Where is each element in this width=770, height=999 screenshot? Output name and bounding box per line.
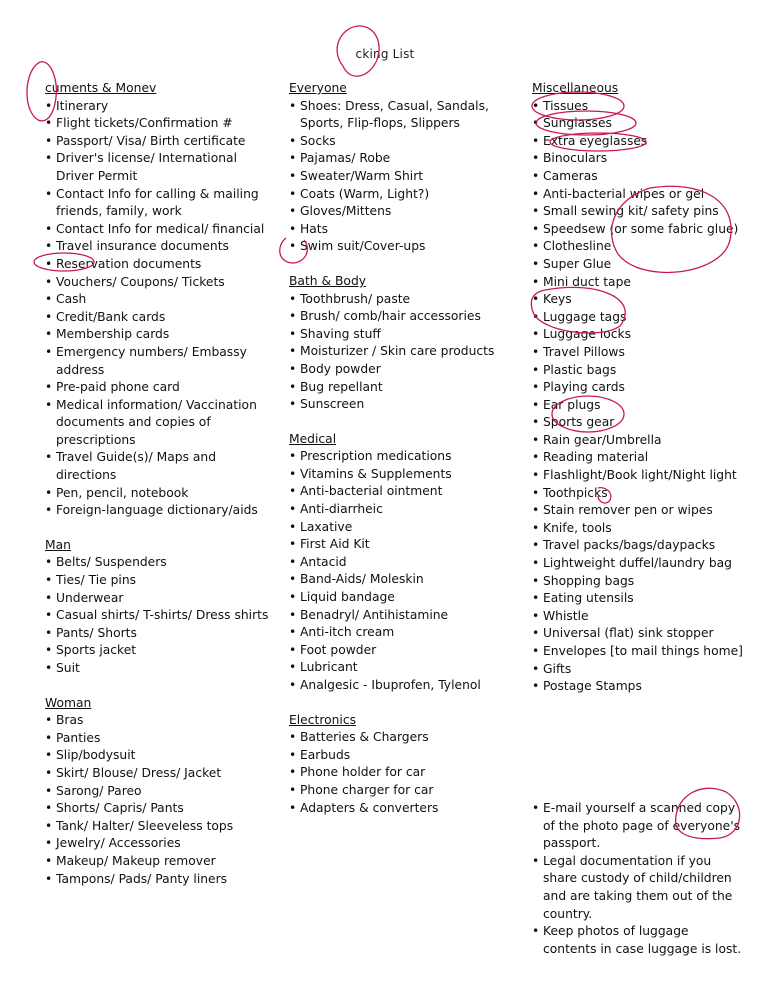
- list-item: • Gloves/Mittens: [289, 203, 519, 221]
- section-heading: Man: [45, 537, 71, 552]
- list-item: • Antacid: [289, 554, 519, 572]
- list-item: • Knife, tools: [532, 520, 757, 538]
- item-list: [532, 98, 757, 696]
- list-item: • Driver's license/ International Driver Permit: [45, 150, 275, 185]
- list-item: • Keys: [532, 291, 757, 309]
- notes-list: [532, 800, 742, 958]
- list-item: • Toothbrush/ paste: [289, 291, 519, 309]
- list-item: • Travel insurance documents: [45, 238, 275, 256]
- list-item: • Flight tickets/Confirmation #: [45, 115, 275, 133]
- list-item: • Body powder: [289, 361, 519, 379]
- section-heading: Medical: [289, 431, 337, 446]
- list-item: • Gifts: [532, 661, 757, 679]
- column-middle: [289, 80, 519, 834]
- list-item: • Flashlight/Book light/Night light: [532, 467, 757, 485]
- list-item: • Vitamins & Supplements: [289, 466, 519, 484]
- list-item: • Anti-bacterial ointment: [289, 483, 519, 501]
- list-item: • Brush/ comb/hair accessories: [289, 308, 519, 326]
- section-electronics: [289, 712, 519, 818]
- list-item: • Super Glue: [532, 256, 757, 274]
- list-item: • Speedsew (or some fabric glue): [532, 221, 757, 239]
- section-miscellaneous: [532, 80, 757, 696]
- list-item: • Pajamas/ Robe: [289, 150, 519, 168]
- list-item: • Hats: [289, 221, 519, 239]
- list-item: • Medical information/ Vaccination documents and copies of prescriptions: [45, 397, 275, 450]
- column-left: [45, 80, 275, 905]
- list-item: • Moisturizer / Skin care products: [289, 343, 519, 361]
- list-item: • Coats (Warm, Light?): [289, 186, 519, 204]
- section-heading: Woman: [45, 695, 92, 710]
- section-heading: Miscellaneous: [532, 81, 619, 95]
- list-item: • Travel packs/bags/daypacks: [532, 537, 757, 555]
- list-item: • Panties: [45, 730, 275, 748]
- list-item: • Envelopes [to mail things home]: [532, 643, 757, 661]
- list-item: • Sports gear: [532, 414, 757, 432]
- list-item: • Tissues: [532, 98, 757, 116]
- list-item: • Lightweight duffel/laundry bag: [532, 555, 757, 573]
- list-item: • Shorts/ Capris/ Pants: [45, 800, 275, 818]
- list-item: • Whistle: [532, 608, 757, 626]
- item-list: [45, 712, 275, 888]
- list-item: • Tank/ Halter/ Sleeveless tops: [45, 818, 275, 836]
- list-item: • Underwear: [45, 590, 275, 608]
- list-item: • Stain remover pen or wipes: [532, 502, 757, 520]
- list-item: • Contact Info for calling & mailing friends, family, work: [45, 186, 275, 221]
- section-everyone: [289, 80, 519, 256]
- list-item: • Laxative: [289, 519, 519, 537]
- list-item: • Adapters & converters: [289, 800, 519, 818]
- list-item: • Cash: [45, 291, 275, 309]
- section-medical: [289, 431, 519, 695]
- item-list: [532, 800, 742, 958]
- list-item: • Sarong/ Pareo: [45, 783, 275, 801]
- list-item: • Bug repellant: [289, 379, 519, 397]
- list-item: • Travel Pillows: [532, 344, 757, 362]
- list-item: • Skirt/ Blouse/ Dress/ Jacket: [45, 765, 275, 783]
- list-item: • Travel Guide(s)/ Maps and directions: [45, 449, 275, 484]
- list-item: • Analgesic - Ibuprofen, Tylenol: [289, 677, 519, 695]
- list-item: • Playing cards: [532, 379, 757, 397]
- item-list: [45, 554, 275, 677]
- list-item: • Phone charger for car: [289, 782, 519, 800]
- list-item: • Anti-diarrheic: [289, 501, 519, 519]
- list-item: • Small sewing kit/ safety pins: [532, 203, 757, 221]
- list-item: • Plastic bags: [532, 362, 757, 380]
- list-item: • Batteries & Chargers: [289, 729, 519, 747]
- list-item: • Reservation documents: [45, 256, 275, 274]
- list-item: • First Aid Kit: [289, 536, 519, 554]
- list-item: • Suit: [45, 660, 275, 678]
- list-item: • Foreign-language dictionary/aids: [45, 502, 275, 520]
- list-item: • Luggage locks: [532, 326, 757, 344]
- list-item: • Extra eyeglasses: [532, 133, 757, 151]
- list-item: • Shaving stuff: [289, 326, 519, 344]
- list-item: • Universal (flat) sink stopper: [532, 625, 757, 643]
- list-item: • Pen, pencil, notebook: [45, 485, 275, 503]
- list-item: • Sweater/Warm Shirt: [289, 168, 519, 186]
- list-item: • Emergency numbers/ Embassy address: [45, 344, 275, 379]
- list-item: • Slip/bodysuit: [45, 747, 275, 765]
- note-item: • Legal documentation if you share custody of child/children and are taking them out of the country.: [532, 853, 742, 923]
- list-item: • Mini duct tape: [532, 274, 757, 292]
- list-item: • Foot powder: [289, 642, 519, 660]
- list-item: • Socks: [289, 133, 519, 151]
- list-item: • Benadryl/ Antihistamine: [289, 607, 519, 625]
- list-item: • Contact Info for medical/ financial: [45, 221, 275, 239]
- list-item: • Postage Stamps: [532, 678, 757, 696]
- list-item: • Vouchers/ Coupons/ Tickets: [45, 274, 275, 292]
- list-item: • Membership cards: [45, 326, 275, 344]
- section-heading: Everyone: [289, 81, 347, 95]
- item-list: [289, 291, 519, 414]
- list-item: • Sunglasses: [532, 115, 757, 133]
- note-item: • Keep photos of luggage contents in case luggage is lost.: [532, 923, 742, 958]
- list-item: • Luggage tags: [532, 309, 757, 327]
- list-item: • Shopping bags: [532, 573, 757, 591]
- list-item: • Reading material: [532, 449, 757, 467]
- item-list: [45, 98, 275, 520]
- item-list: [289, 729, 519, 817]
- item-list: [289, 98, 519, 256]
- list-item: • Jewelry/ Accessories: [45, 835, 275, 853]
- list-item: • Clothesline: [532, 238, 757, 256]
- list-item: • Makeup/ Makeup remover: [45, 853, 275, 871]
- list-item: • Liquid bandage: [289, 589, 519, 607]
- note-item: • E-mail yourself a scanned copy of the photo page of everyone's passport.: [532, 800, 742, 853]
- list-item: • Anti-itch cream: [289, 624, 519, 642]
- list-item: • Prescription medications: [289, 448, 519, 466]
- list-item: • Phone holder for car: [289, 764, 519, 782]
- list-item: • Casual shirts/ T-shirts/ Dress shirts: [45, 607, 275, 625]
- list-item: • Belts/ Suspenders: [45, 554, 275, 572]
- list-item: • Ear plugs: [532, 397, 757, 415]
- list-item: • Anti-bacterial wipes or gel: [532, 186, 757, 204]
- section-heading: cuments & Monev: [45, 81, 157, 95]
- list-item: • Cameras: [532, 168, 757, 186]
- list-item: • Sunscreen: [289, 396, 519, 414]
- list-item: • Bras: [45, 712, 275, 730]
- list-item: • Rain gear/Umbrella: [532, 432, 757, 450]
- list-item: • Binoculars: [532, 150, 757, 168]
- list-item: • Ties/ Tie pins: [45, 572, 275, 590]
- list-item: • Sports jacket: [45, 642, 275, 660]
- section-man: [45, 537, 275, 678]
- list-item: • Itinerary: [45, 98, 275, 116]
- section-woman: [45, 695, 275, 889]
- list-item: • Pre-paid phone card: [45, 379, 275, 397]
- column-right: [532, 80, 757, 713]
- section-documents-money: [45, 80, 275, 520]
- list-item: • Lubricant: [289, 659, 519, 677]
- section-heading: Bath & Body: [289, 273, 367, 288]
- list-item: • Passport/ Visa/ Birth certificate: [45, 133, 275, 151]
- section-heading: Electronics: [289, 712, 357, 727]
- list-item: • Pants/ Shorts: [45, 625, 275, 643]
- item-list: [289, 448, 519, 694]
- list-item: • Eating utensils: [532, 590, 757, 608]
- section-bath-body: [289, 273, 519, 414]
- list-item: • Credit/Bank cards: [45, 309, 275, 327]
- list-item: • Tampons/ Pads/ Panty liners: [45, 871, 275, 889]
- list-item: • Earbuds: [289, 747, 519, 765]
- list-item: • Band-Aids/ Moleskin: [289, 571, 519, 589]
- list-item: • Toothpicks: [532, 485, 757, 503]
- list-item: • Shoes: Dress, Casual, Sandals, Sports, Flip-flops, Slippers: [289, 98, 519, 133]
- list-item: • Swim suit/Cover-ups: [289, 238, 519, 256]
- page-title: cking List: [355, 47, 415, 61]
